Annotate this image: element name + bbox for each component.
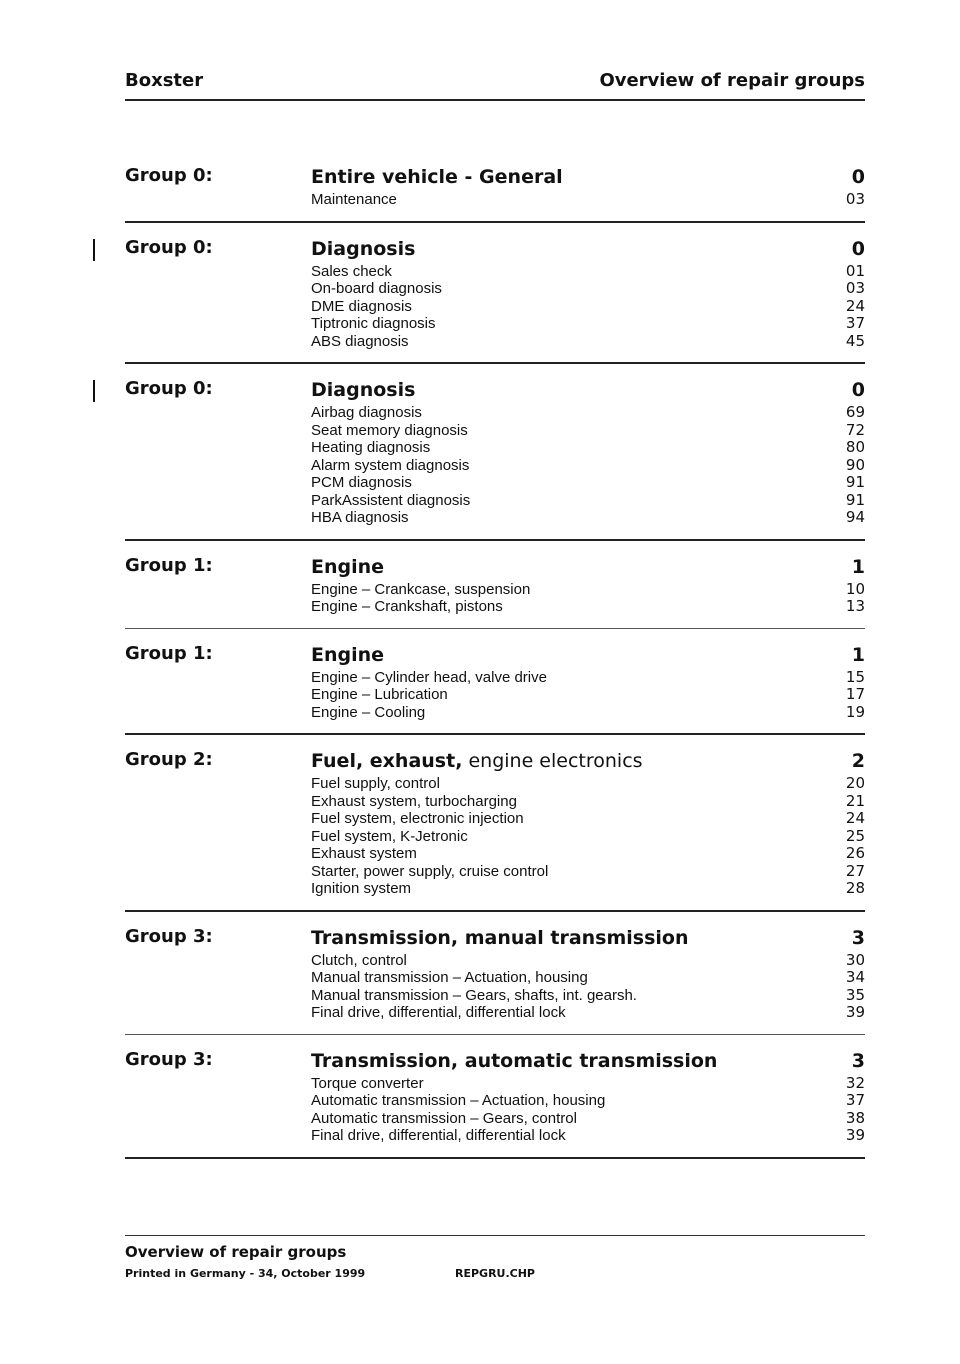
group-title-text: Transmission, automatic transmission [311,1049,718,1072]
list-item [311,845,865,863]
item-name: Fuel system, electronic injection [311,810,524,827]
item-name: Final drive, differential, differential lock [311,1127,566,1144]
item-code: 39 [845,1126,865,1144]
footer-title: Overview of repair groups [125,1243,347,1261]
list-item [311,263,865,281]
item-code: 91 [845,473,865,491]
list-item [311,669,865,687]
list-item [311,952,865,970]
item-code: 37 [845,314,865,332]
list-item [311,704,865,722]
repair-group [125,237,865,365]
list-item [311,509,865,527]
group-label: Group 2: [125,749,213,770]
group-label: Group 1: [125,642,213,664]
list-item [311,1127,865,1145]
list-item [311,581,865,599]
list-item [311,315,865,333]
item-code: 03 [845,190,865,208]
item-code: 39 [845,1003,865,1021]
item-name: Engine – Crankshaft, pistons [311,598,503,615]
item-name: Clutch, control [311,951,407,969]
group-title [311,1049,717,1073]
list-item [311,492,865,510]
footer-file-name: REPGRU.CHP [455,1267,535,1280]
item-name: Exhaust system, turbocharging [311,792,517,810]
repair-group [125,1049,865,1159]
change-bar [93,239,95,261]
group-title-text: Engine [311,643,385,666]
group-number: 0 [851,166,865,188]
list-item [311,1075,865,1093]
group-title-text: Transmission, manual transmission [311,926,689,949]
item-code: 28 [845,879,865,897]
item-name: Starter, power supply, cruise control [311,862,549,880]
group-title [311,378,415,402]
item-code: 15 [845,667,865,686]
item-code: 38 [845,1108,865,1127]
item-name: Automatic transmission – Gears, control [311,1109,577,1127]
list-item [311,793,865,811]
item-name: Manual transmission – Actuation, housing [311,969,588,986]
item-name: Alarm system diagnosis [311,456,470,474]
item-code: 37 [845,1091,865,1109]
list-item [311,810,865,828]
group-number: 2 [851,750,865,772]
change-bar [93,380,95,402]
group-label: Group 1: [125,554,213,576]
list-item [311,280,865,298]
item-name: Exhaust system [311,845,417,862]
item-code: 69 [845,403,865,421]
footer-rule [125,1235,865,1236]
list-item [311,474,865,492]
group-number: 0 [851,379,865,401]
item-code: 19 [845,702,865,721]
item-name: Engine – Lubrication [311,686,448,703]
item-name: Fuel system, K-Jetronic [311,827,468,845]
item-name: HBA diagnosis [311,509,409,526]
item-code: 21 [845,791,865,810]
item-code: 90 [845,455,865,474]
list-item [311,191,865,209]
repair-groups-list [125,165,865,1173]
group-label: Group 0: [125,236,213,258]
list-item [311,457,865,475]
group-title-text: Fuel, exhaust, [311,750,463,772]
item-name: Torque converter [311,1074,424,1092]
list-item [311,775,865,793]
item-code: 20 [845,774,865,792]
page-header [125,70,865,100]
group-number: 1 [851,643,865,666]
group-title [311,555,384,579]
item-name: Tiptronic diagnosis [311,315,436,332]
header-section-title: Overview of repair groups [599,70,865,91]
item-code: 17 [845,685,865,703]
item-name: PCM diagnosis [311,474,412,491]
item-code: 45 [845,331,865,350]
group-label: Group 3: [125,1048,213,1070]
item-code: 24 [845,296,865,315]
group-title-text: Diagnosis [311,237,416,260]
item-code: 80 [845,438,865,456]
list-item [311,1092,865,1110]
footer-print-info: Printed in Germany - 34, October 1999 [125,1267,366,1280]
group-label: Group 0: [125,378,213,399]
item-name: ParkAssistent diagnosis [311,491,471,509]
group-title-text: Engine [311,555,385,578]
item-code: 24 [845,809,865,827]
item-name: On-board diagnosis [311,280,442,297]
repair-group [125,555,865,629]
item-code: 30 [845,950,865,969]
item-code: 01 [845,261,865,280]
list-item [311,1004,865,1022]
repair-group [125,749,865,912]
list-item [311,298,865,316]
group-title [311,237,415,261]
list-item [311,404,865,422]
repair-group [125,643,865,736]
group-number: 3 [851,1049,865,1072]
item-name: Engine – Cooling [311,703,426,721]
repair-group [125,165,865,223]
item-name: Ignition system [311,880,412,897]
item-name: Manual transmission – Gears, shafts, int. gearsh. [311,986,637,1004]
item-name: Engine – Cylinder head, valve drive [311,668,547,686]
item-code: 35 [845,985,865,1004]
group-label: Group 3: [125,925,213,947]
item-name: Engine – Crankcase, suspension [311,580,531,598]
item-code: 10 [845,579,865,598]
item-code: 34 [845,968,865,986]
item-code: 94 [845,508,865,526]
item-name: Sales check [311,262,392,280]
group-title-text: Diagnosis [311,379,416,401]
list-item [311,439,865,457]
item-code: 72 [845,420,865,439]
list-item [311,987,865,1005]
item-name: Maintenance [311,191,397,208]
group-number: 0 [851,237,865,260]
group-title-rest: engine electronics [462,750,643,772]
item-code: 27 [845,861,865,880]
list-item [311,880,865,898]
list-item [311,422,865,440]
group-title [311,643,384,667]
repair-group [125,378,865,541]
list-item [311,598,865,616]
item-name: DME diagnosis [311,297,412,315]
item-code: 25 [845,826,865,845]
group-title [311,749,643,773]
item-name: Heating diagnosis [311,439,431,456]
header-rule [125,99,865,101]
item-code: 91 [845,490,865,509]
list-item [311,969,865,987]
item-name: Fuel supply, control [311,775,440,792]
item-code: 03 [845,279,865,297]
group-title-text: Entire vehicle - General [311,166,563,188]
list-item [311,333,865,351]
item-code: 13 [845,597,865,615]
header-model: Boxster [125,70,204,91]
item-name: Airbag diagnosis [311,404,422,421]
group-label: Group 0: [125,165,213,186]
repair-group [125,926,865,1035]
list-item [311,1110,865,1128]
item-name: Seat memory diagnosis [311,421,468,439]
list-item [311,686,865,704]
group-number: 1 [851,555,865,578]
item-code: 32 [845,1073,865,1092]
group-number: 3 [851,926,865,949]
list-item [311,828,865,846]
item-code: 26 [845,844,865,862]
group-title [311,165,563,189]
item-name: Final drive, differential, differential lock [311,1004,566,1021]
group-title [311,926,689,950]
list-item [311,863,865,881]
item-name: Automatic transmission – Actuation, housing [311,1092,606,1109]
item-name: ABS diagnosis [311,332,409,350]
